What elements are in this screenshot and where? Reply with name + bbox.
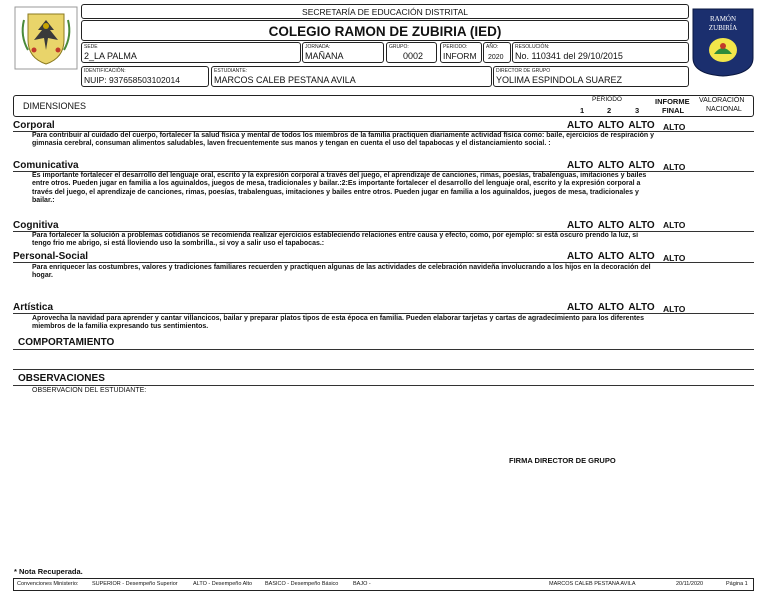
observaciones-heading: OBSERVACIONES xyxy=(18,373,105,384)
section-grades-cognitiva: ALTO ALTO ALTO xyxy=(567,220,655,231)
firma-director: FIRMA DIRECTOR DE GRUPO xyxy=(509,456,616,465)
comportamiento-line xyxy=(13,369,754,370)
periodo-3: 3 xyxy=(635,106,640,115)
resolucion-value: No. 110341 del 29/10/2015 xyxy=(515,51,623,61)
section-final-personal-social: ALTO xyxy=(663,253,686,263)
director-value: YOLIMA ESPINDOLA SUAREZ xyxy=(496,75,623,85)
section-name-corporal: Corporal xyxy=(13,120,55,131)
sede-field xyxy=(81,42,301,63)
periodo-value: INFORM xyxy=(443,51,477,61)
ano-label: AÑO: xyxy=(486,44,499,50)
section-text-corporal: Para contribuir al cuidado del cuerpo, fortalecer la salud física y mental de todos los miembros de la familia practiquen diariamente actividad física como: baile, ejercicios de respiración y gimnasia cerebral, consuman alimentos saludables, laven frecuentemente sus manos y tengan en cuenta el uso del tapabocas y el distanciamiento social. : xyxy=(32,132,655,148)
observaciones-line xyxy=(13,385,754,386)
resolucion-field xyxy=(512,42,689,63)
footer-basico: BASICO - Desempeño Básico xyxy=(265,581,339,587)
comportamiento-line xyxy=(13,349,754,350)
identificacion-value: NUIP: 937658503102014 xyxy=(84,75,180,85)
comportamiento-heading: COMPORTAMIENTO xyxy=(18,337,115,348)
section-grades-personal-social: ALTO ALTO ALTO xyxy=(567,251,655,262)
section-grades-comunicativa: ALTO ALTO ALTO xyxy=(567,160,655,171)
secretaria-box xyxy=(81,4,689,19)
section-divider xyxy=(13,313,754,314)
footer-alto: ALTO - Desempeño Alto xyxy=(193,581,253,587)
school-name-box xyxy=(81,20,689,41)
periodo-2: 2 xyxy=(607,106,612,115)
estudiante-value: MARCOS CALEB PESTANA AVILA xyxy=(214,75,356,85)
grupo-value: 0002 xyxy=(403,51,424,61)
school-logo xyxy=(690,6,756,78)
dimensiones-heading: DIMENSIONES xyxy=(23,101,87,111)
footer-student: MARCOS CALEB PESTANA AVILA xyxy=(549,581,636,587)
resolucion-label: RESOLUCIÓN: xyxy=(515,44,550,50)
section-text-cognitiva: Para fortalecer la solución a problemas cotidianos se recomienda realizar ejercicios estableciendo relaciones entre causa y efecto, como, por ejemplo: si está oscuro prendo la luz, si tengo frio me abrigo, si está lloviendo uso la sombrilla., si voy a salir uso el tapabocas.: xyxy=(32,232,639,248)
section-grades-corporal: ALTO ALTO ALTO xyxy=(567,120,655,131)
section-text-personal-social: Para enriquecer las costumbres, valores y tradiciones familiares recuerden y practiquen algunas de las actividades de celebración navideña involucrando a los hijos en la decoración del hogar. xyxy=(32,264,651,280)
section-final-corporal: ALTO xyxy=(663,122,686,132)
section-final-artistica: ALTO xyxy=(663,304,686,314)
periodo-label: PERIODO: xyxy=(443,44,468,50)
section-grades-artistica: ALTO ALTO ALTO xyxy=(567,302,655,313)
ano-field xyxy=(483,42,511,63)
section-name-personal-social: Personal-Social xyxy=(13,251,89,262)
footer-superior: SUPERIOR - Desempeño Superior xyxy=(92,581,178,587)
grupo-label: GRUPO: xyxy=(389,44,409,50)
school-logo-text: RAMÓN ZUBIRÍA xyxy=(708,15,738,32)
periodo-1: 1 xyxy=(580,106,585,115)
secretaria-text: SECRETARÍA DE EDUCACIÓN DISTRITAL xyxy=(302,7,468,17)
valoracion-heading: VALORACIÓN xyxy=(699,97,745,104)
section-name-artistica: Artística xyxy=(13,302,54,313)
grupo-field xyxy=(386,42,437,63)
nacional-heading: NACIONAL xyxy=(706,106,742,113)
director-field xyxy=(493,66,689,87)
section-text-artistica: Aprovecha la navidad para aprender y cantar villancicos, bailar y preparar platos tipos de esta época en familia. Pueden elaborar tarjetas y cartas de agradecimiento para los diferentes miembros de la familia expresando tus sentimientos. xyxy=(32,315,644,331)
footer-convenciones: Convenciones Ministerio: xyxy=(17,581,79,587)
section-divider xyxy=(13,262,754,263)
bogota-crest-logo xyxy=(14,6,78,70)
jornada-label: JORNADA: xyxy=(305,44,331,50)
section-final-cognitiva: ALTO xyxy=(663,220,686,230)
final-heading: FINAL xyxy=(662,106,685,115)
nota-recuperada: * Nota Recuperada. xyxy=(14,567,83,576)
jornada-field xyxy=(302,42,384,63)
footer-date: 20/11/2020 xyxy=(676,581,704,587)
periodo-heading: PERIODO xyxy=(592,96,622,103)
section-name-cognitiva: Cognitiva xyxy=(13,220,59,231)
section-final-comunicativa: ALTO xyxy=(663,162,686,172)
estudiante-label: ESTUDIANTE: xyxy=(214,68,248,74)
section-text-comunicativa: Es importante fortalecer el desarrollo del lenguaje oral, escrito y la expresión corporal a través del juego, el aprendizaje de canciones, rimas, poesías, trabalenguas, imitaciones y bailes entre otros. Pueden jugar en familia a los aguinaldos, juegos de mesa, tradicionales y bailar.:2:Es importante fortalecer el desarrollo del lenguaje oral, escrito y la expresión corporal a través del juego, el aprendizaje de canciones, rimas, poesías, trabalenguas, imitaciones y bailes entre otros. Pueden jugar en familia a los aguinaldos, juegos de mesa, tradicionales y bailar.: xyxy=(32,172,647,204)
ano-value: 2020 xyxy=(488,54,504,61)
estudiante-field xyxy=(211,66,492,87)
school-name: COLEGIO RAMON DE ZUBIRIA (IED) xyxy=(268,24,502,39)
identificacion-label: IDENTIFICACIÓN: xyxy=(84,68,126,74)
informe-heading: INFORME xyxy=(655,97,690,106)
jornada-value: MAÑANA xyxy=(305,51,344,61)
sede-label: SEDE xyxy=(84,44,98,50)
table-header xyxy=(13,95,754,117)
observacion-estudiante-label: OBSERVACION DEL ESTUDIANTE: xyxy=(32,387,147,394)
identificacion-field xyxy=(81,66,209,87)
periodo-field xyxy=(440,42,482,63)
section-name-comunicativa: Comunicativa xyxy=(13,160,79,171)
sede-value: 2_LA PALMA xyxy=(84,51,137,61)
footer-page: Página 1 xyxy=(726,581,748,587)
footer-bajo: BAJO - xyxy=(353,581,371,587)
director-label: DIRECTOR DE GRUPO xyxy=(496,68,551,74)
